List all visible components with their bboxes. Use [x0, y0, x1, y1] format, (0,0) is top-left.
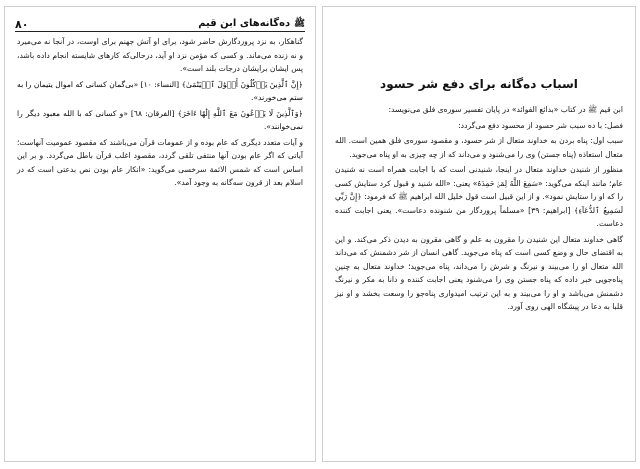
paragraph: فصل: با ده سبب شر حسود از محسود دفع می‌گردد:	[458, 120, 623, 130]
paragraph: و آیات متعدد دیگری که عام بوده و از عمومات قرآن می‌باشند که مقصود عمومیت آنهاست؛ آیاتی که اگر عام بودن آنها منتفی تلقی گردد، مقصود اغلب قرآن باطل می‌گردد. و بر این اساس است که شمس الائمة سرخسی می‌گوید: «انکار عام بودن نص بدعتی است که در اسلام بعد از قرون سه‌گانه به وجود آمد».	[17, 137, 303, 187]
quran-verse: ﴿إِنَّ ٱلَّذِينَ يَأۡكُلُونَ أَمۡوَٰلَ ٱلۡيَتَٰمَىٰ﴾ [النساء: ١٠] «بی‌گمان کسانی که اموال یتیمان را به ستم می‌خورند».	[17, 79, 303, 102]
paragraph: منظور از شنیدن خداوند متعال در اینجا، شنیدنی است که با اجابت همراه است نه شنیدن عام؛ مانند اینکه می‌گوید: «سَمِعَ اللَّهُ لِمَنۡ حَمِدَهُ» یعنی: «الله شنید و قبول کرد ستایش کسی را که او را ستایش نمود». و از این قبیل است قول خلیل الله ابراهیم ﷺ که فرمود: ﴿إِنَّ رَبِّي لَسَمِيعُ ٱلدُّعَآءِ﴾ [ابراهیم: ٣٩] «مسلماً پروردگار من شنونده دعاست». یعنی اجابت کننده دعاست.	[335, 165, 624, 228]
page-number: ٨٠	[15, 18, 29, 31]
right-body-text	[335, 103, 623, 316]
paragraph: گاهی خداوند متعال این شنیدن را مقرون به علم و گاهی مقرون به دیدن ذکر می‌کند. و این به اقتضای حال و وضع کسی است که پناه می‌جوید. گاهی انسان از شر دشمنش که می‌داند الله متعال او را می‌بیند و نیرنگ و شرش را می‌داند، پناه می‌جوید؛ خداوند متعال به چنین پناه‌جویی خبر داده که پناه جستن وی را می‌شنود یعنی اجابت کننده و دانا به مکر و نیرنگ دشمنش می‌باشد و او را می‌بیند و به این ترتیب امیدواری پناه‌جو را وسعت بخشد و او نیز قلبا به دعا در پیشگاه الهی روی آورد.	[335, 234, 623, 311]
paragraph: سبب اول: پناه بردن به خداوند متعال از شر حسود، و مقصود سوره‌ی فلق همین است. الله متعال استعاذه (پناه جستن) وی را می‌شنود و می‌داند که از چه چیزی به او پناه می‌جوید.	[335, 136, 623, 159]
running-title	[198, 17, 305, 31]
quran-verse: ﴿وَٱلَّذِينَ لَا يَدۡعُونَ مَعَ ٱللَّهِ إِلَٰهًا ءَاخَرَ﴾ [الفرقان: ٦٨] «و کسانی که با الله معبود دیگر را نمی‌خوانند».	[17, 108, 303, 131]
running-title-text: ده‌گانه‌های ابن قیم	[198, 18, 291, 29]
running-head	[15, 13, 305, 32]
right-page	[322, 6, 636, 462]
left-page	[4, 6, 316, 462]
ornament-icon: ﷺ	[294, 19, 305, 29]
paragraph: ابن قیم ﷺ در کتاب «بدائع الفوائد» در پایان تفسیر سوره‌ی فلق می‌نویسد:	[388, 105, 623, 114]
chapter-title: اسباب ده‌گانه برای دفع شر حسود	[380, 77, 578, 91]
paragraph: گناهکار، به نزد پروردگارش حاضر شود، برای او آتش جهنم برای اوست، در آنجا نه می‌میرد و نه زنده می‌ماند. و کسی که مؤمن نزد او آید، درحالی‌که کارهای شایسته انجام داده باشد، پس ایشان برایشان درجات بلند است».	[17, 37, 303, 73]
left-body-text	[17, 35, 303, 192]
